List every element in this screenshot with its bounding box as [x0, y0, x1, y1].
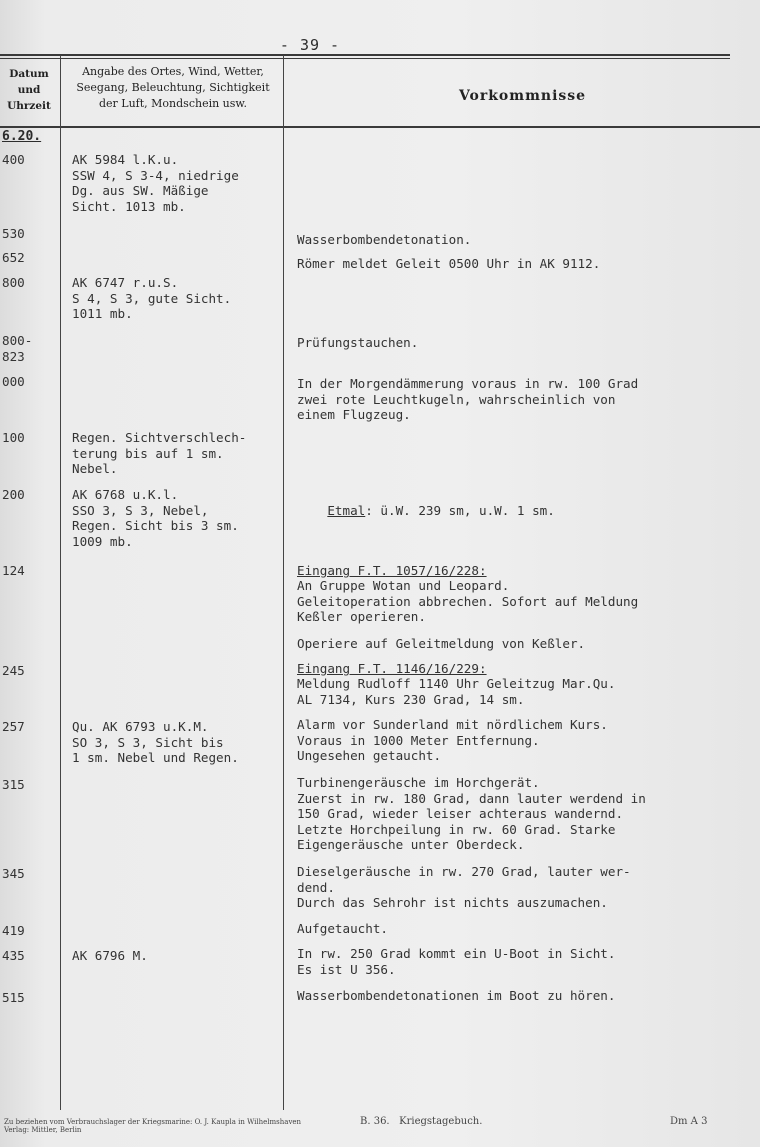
etmal-label: Etmal — [327, 502, 366, 518]
page-number: - 39 - — [279, 36, 341, 54]
header-top-rule — [0, 54, 730, 56]
time-cell: 515 — [2, 990, 25, 1005]
column-divider-2 — [283, 55, 284, 1110]
footer-imprint: Zu beziehen vom Verbrauchslager der Kriegsmarine: O. J. Kaupla in Wilhelmshaven Verlag: Mittler, Berlin — [4, 1118, 302, 1134]
event-cell: Wasserbombendetonationen im Boot zu hören. — [297, 988, 616, 1003]
footer-form-code: Dm A 3 — [670, 1116, 708, 1127]
time-cell: 400 — [2, 152, 25, 167]
event-cell: Meldung Rudloff 1140 Uhr Geleitzug Mar.Qu. AL 7134, Kurs 230 Grad, 14 sm. — [297, 676, 616, 707]
place-cell: AK 6796 M. — [72, 948, 148, 963]
time-cell: 257 — [2, 719, 25, 734]
time-cell: 245 — [2, 663, 25, 678]
time-cell: 800- 823 — [2, 333, 33, 364]
column-divider-1 — [60, 55, 61, 1110]
place-cell: AK 5984 l.K.u. SSW 4, S 3-4, niedrige Dg. aus SW. Mäßige Sicht. 1013 mb. — [72, 152, 239, 214]
time-cell: 345 — [2, 866, 25, 881]
place-cell: AK 6747 r.u.S. S 4, S 3, gute Sicht. 1011 mb. — [72, 275, 232, 321]
time-cell: 100 — [2, 430, 25, 445]
time-cell: 315 — [2, 777, 25, 792]
header-top-rule-2 — [0, 58, 730, 59]
header-location-weather: Angabe des Ortes, Wind, Wetter, Seegang, Beleuchtung, Sichtigkeit der Luft, Mondschein usw. — [76, 65, 270, 110]
radio-message-heading: Eingang F.T. 1057/16/228: — [297, 563, 487, 578]
time-cell: 800 — [2, 275, 25, 290]
time-cell: 000 — [2, 374, 25, 389]
place-cell: Qu. AK 6793 u.K.M. SO 3, S 3, Sicht bis 1 sm. Nebel und Regen. — [72, 719, 239, 765]
entry-date: 6.20. — [2, 129, 42, 144]
event-cell: Aufgetaucht. — [297, 921, 388, 936]
event-cell — [297, 487, 555, 534]
place-cell: AK 6768 u.K.l. SSO 3, S 3, Nebel, Regen. Sicht bis 3 sm. 1009 mb. — [72, 487, 239, 549]
event-cell: In rw. 250 Grad kommt ein U-Boot in Sicht. Es ist U 356. — [297, 946, 616, 977]
time-cell: 200 — [2, 487, 25, 502]
header-events: Vorkommnisse — [458, 88, 587, 104]
event-cell: Operiere auf Geleitmeldung von Keßler. — [297, 636, 586, 651]
time-cell: 435 — [2, 948, 25, 963]
header-bottom-rule — [0, 126, 760, 128]
event-cell: Alarm vor Sunderland mit nördlichem Kurs. Voraus in 1000 Meter Entfernung. Ungesehen getaucht. — [297, 717, 608, 763]
header-date-time: Datum und Uhrzeit — [7, 68, 51, 112]
event-cell: An Gruppe Wotan und Leopard. Geleitoperation abbrechen. Sofort auf Meldung Keßler operieren. — [297, 578, 639, 624]
event-cell: Turbinengeräusche im Horchgerät. Zuerst in rw. 180 Grad, dann lauter werdend in 150 Grad, wieder leiser achteraus wandernd. Letzte Horchpeilung in rw. 60 Grad. Starke Eigengeräusche unter Oberdeck. — [297, 775, 646, 852]
time-cell: 530 — [2, 226, 25, 241]
event-cell: Wasserbombendetonation. — [297, 232, 472, 247]
time-cell: 419 — [2, 923, 25, 938]
event-cell: In der Morgendämmerung voraus in rw. 100 Grad zwei rote Leuchtkugeln, wahrscheinlich von einem Flugzeug. — [297, 376, 639, 422]
time-cell: 652 — [2, 250, 25, 265]
time-cell: 124 — [2, 563, 25, 578]
radio-message-heading: Eingang F.T. 1146/16/229: — [297, 661, 487, 676]
event-cell: Dieselgeräusche in rw. 270 Grad, lauter wer- dend. Durch das Sehrohr ist nichts auszumachen. — [297, 864, 631, 910]
event-cell: Prüfungstauchen. — [297, 335, 419, 350]
etmal-text: : ü.W. 239 sm, u.W. 1 sm. — [365, 502, 555, 518]
place-cell: Regen. Sichtverschlech- terung bis auf 1 sm. Nebel. — [72, 430, 247, 476]
footer-form-title: B. 36. Kriegstagebuch. — [360, 1116, 483, 1127]
event-cell: Römer meldet Geleit 0500 Uhr in AK 9112. — [297, 256, 601, 271]
